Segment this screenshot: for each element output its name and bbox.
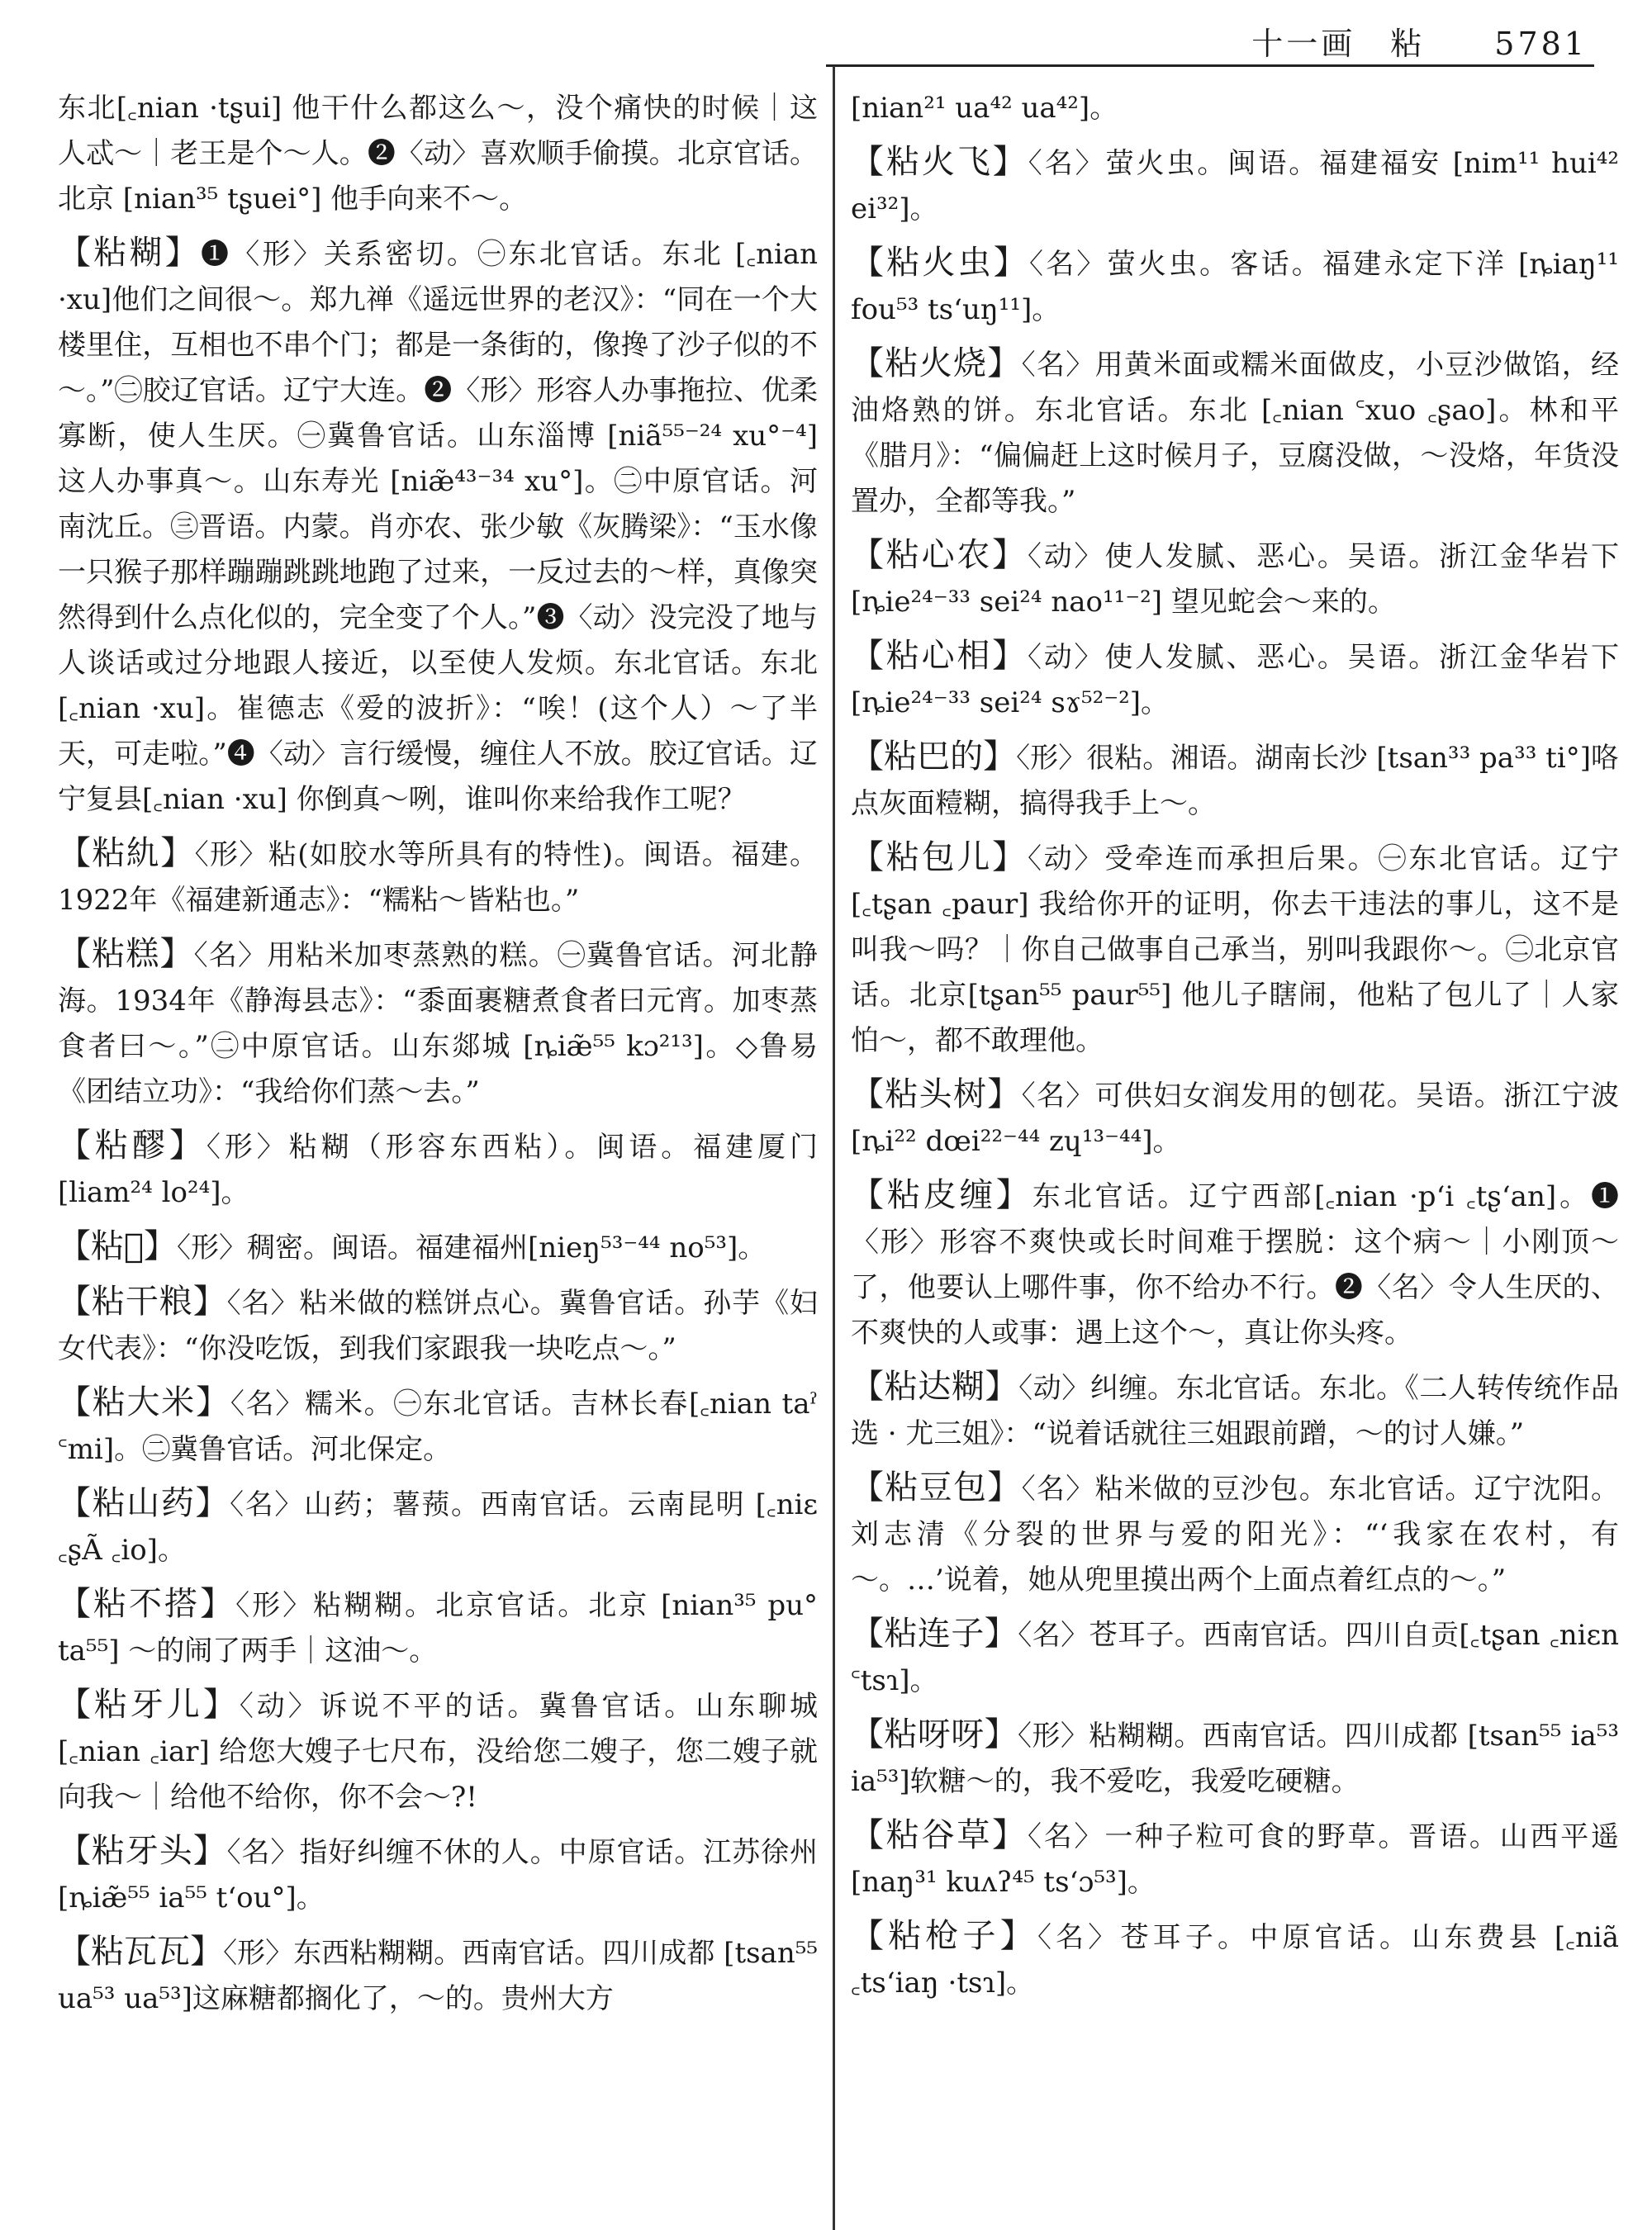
entry-definition: 〈名〉指好纠缠不休的人。中原官话。江苏徐州 [ȵiæ̃⁵⁵ ia⁵⁵ t‘ou°]。 xyxy=(58,1836,818,1914)
dictionary-entry xyxy=(851,734,1619,827)
right-column xyxy=(851,86,1619,2217)
entry-definition: 〈名〉苍耳子。西南官话。四川自贡[꜀tʂan ꜀niɛn ꜂tsɿ]。 xyxy=(851,1619,1619,1697)
entry-headword: 【 粘醪 】 xyxy=(58,1127,206,1165)
entry-headword: 【 粘不搭 】 xyxy=(58,1585,235,1623)
entry-headword: 【 粘连子 】 xyxy=(851,1615,1018,1653)
entry-definition: 〈动〉受牵连而承担后果。㊀东北官话。辽宁 [꜀tʂan ꜀paur] 我给你开的证明，你去干违法的事儿，这不是叫我～吗？｜你自己做事自己承当，别叫我跟你～。㊁北京官话。北京[tʂan⁵⁵ paur⁵⁵] 他儿子瞎闹，他粘了包儿了｜人家怕～，都不敢理他。 xyxy=(851,842,1619,1057)
entry-definition: 〈名〉萤火虫。闽语。福建福安 [nim¹¹ hui⁴² ei³²]。 xyxy=(851,147,1619,225)
entry-headword: 【 粘谷草 】 xyxy=(851,1816,1028,1854)
dictionary-entry xyxy=(851,835,1619,1064)
entry-definition: 〈形〉粘糊（形容东西粘）。闽语。福建厦门 [liam²⁴ lo²⁴]。 xyxy=(58,1131,818,1209)
dictionary-entry xyxy=(58,1829,818,1921)
dictionary-entry xyxy=(851,1364,1619,1457)
dictionary-entry xyxy=(58,1380,818,1473)
dictionary-entry xyxy=(851,533,1619,625)
entry-headword: 【 粘䊵 】 xyxy=(58,834,195,872)
entry-headword: 【 粘糊 】 xyxy=(58,234,201,272)
entry-definition: 〈名〉山药；薯蓣。西南官话。云南昆明 [꜀niɛ ꜀ʂÃ ꜀io]。 xyxy=(58,1488,818,1567)
entry-headword: 【 粘糕 】 xyxy=(58,935,194,973)
entry-headword: 【 粘火虫 】 xyxy=(851,244,1029,282)
dictionary-entry xyxy=(851,341,1619,524)
entry-definition: 〈名〉苍耳子。中原官话。山东费县 [꜀niã ꜀ts‘iaŋ ·tsɿ]。 xyxy=(851,1921,1619,2000)
entry-headword: 【 粘豆包 】 xyxy=(851,1468,1022,1506)
entry-headword: 【 粘瓦瓦 】 xyxy=(58,1933,223,1971)
entry-headword: 【 粘头树 】 xyxy=(851,1075,1022,1113)
entry-headword: 【 粘呀呀 】 xyxy=(851,1715,1018,1753)
entry-definition: 〈动〉使人发腻、恶心。吴语。浙江金华岩下 [ȵie²⁴⁻³³ sei²⁴ nao¹¹⁻²] 望见蛇会～来的。 xyxy=(851,540,1619,619)
entry-headword: 【 粘牙头 】 xyxy=(58,1832,227,1870)
entry-definition: 〈形〉稠密。闽语。福建福州[nieŋ⁵³⁻⁴⁴ no⁵³]。 xyxy=(177,1231,767,1264)
dictionary-entry xyxy=(851,1813,1619,1905)
column-divider xyxy=(833,66,835,2230)
entry-definition: 〈名〉用黄米面或糯米面做皮，小豆沙做馅，经油烙熟的饼。东北官话。东北 [꜀nian ꜂xuo ꜀ʂao]。林和平《腊月》：“偏偏赶上这时候月子，豆腐没做，～没烙，年货没置办，全都等我。” xyxy=(851,349,1619,518)
dictionary-entry xyxy=(58,1123,818,1216)
entry-definition: 〈动〉纠缠。东北官话。东北。《二人转传统作品选 · 尤三姐》：“说着话就往三姐跟前蹭，～的讨人嫌。” xyxy=(851,1372,1619,1450)
dictionary-entry xyxy=(58,1929,818,2022)
entry-definition: 〈名〉萤火虫。客话。福建永定下洋 [ȵiaŋ¹¹ fou⁵³ ts‘uŋ¹¹]。 xyxy=(851,248,1619,326)
entry-headword: 【 粘枪子 】 xyxy=(851,1917,1037,1955)
dictionary-entry xyxy=(58,1481,818,1573)
dictionary-entry xyxy=(851,1465,1619,1603)
dictionary-entry xyxy=(58,86,818,222)
entry-headword: 【 粘山药 】 xyxy=(58,1484,230,1522)
entry-headword: 【 粘皮缠 】 xyxy=(851,1176,1032,1214)
entry-headword: 【 粘火飞 】 xyxy=(851,143,1028,181)
entry-definition: 〈形〉粘糊糊。北京官话。北京 [nian³⁵ pu° ta⁵⁵] ～的闹了两手｜这油～。 xyxy=(58,1589,818,1668)
entry-definition: 〈形〉很粘。湘语。湖南长沙 [tsan³³ pa³³ ti°]咯点灰面䊦糊，搞得我手上～。 xyxy=(851,742,1619,820)
header-rule xyxy=(826,64,1594,67)
dictionary-entry xyxy=(851,1173,1619,1356)
dictionary-entry xyxy=(851,633,1619,726)
entry-definition: [nian²¹ ua⁴² ua⁴²]。 xyxy=(851,92,1118,125)
left-column xyxy=(58,86,818,2217)
entry-definition: 东北官话。辽宁西部[꜀nian ·p‘i ꜀tʂ‘an]。❶〈形〉形容不爽快或长时间难于摆脱：这个病～｜小刚顶～了，他要认上哪件事，你不给办不行。❷〈名〉令人生厌的、不爽快的人或事：遇上这个～，真让你头疼。 xyxy=(851,1180,1619,1350)
entry-definition: 东北[꜀nian ·tʂui] 他干什么都这么～，没个痛快的时候｜这人忒～｜老王是个～人。❷〈动〉喜欢顺手偷摸。北京官话。北京 [nian³⁵ tʂuei°] 他手向来不～。 xyxy=(58,92,818,216)
entry-headword: 【 粘达糊 】 xyxy=(851,1368,1018,1406)
dictionary-entry xyxy=(58,1682,818,1820)
entry-definition: 〈动〉使人发腻、恶心。吴语。浙江金华岩下 [ȵie²⁴⁻³³ sei²⁴ sɤ⁵²⁻²]。 xyxy=(851,641,1619,719)
dictionary-entry xyxy=(851,86,1619,131)
dictionary-entry xyxy=(851,1712,1619,1805)
entry-headword: 【 粘火烧 】 xyxy=(851,344,1022,382)
dictionary-entry xyxy=(851,1611,1619,1704)
entry-definition: 〈名〉糯米。㊀东北官话。吉林长春[꜀nian taˀ ꜂mi]。㊁冀鲁官话。河北保定。 xyxy=(58,1388,818,1466)
entry-headword: 【 粘大米 】 xyxy=(58,1383,230,1421)
dictionary-entry xyxy=(58,230,818,823)
dictionary-entry xyxy=(851,1072,1619,1165)
entry-headword: 【 粘干粮 】 xyxy=(58,1283,227,1321)
entry-headword: 【 粘心相 】 xyxy=(851,637,1028,675)
page-header xyxy=(0,0,1652,91)
running-head: 十一画 粘 5781 xyxy=(1251,26,1588,62)
entry-definition: 〈名〉可供妇女润发用的刨花。吴语。浙江宁波 [ȵi²² dœi²²⁻⁴⁴ zɥ¹³⁻⁴⁴]。 xyxy=(851,1079,1619,1158)
entry-headword: 【 粘包儿 】 xyxy=(851,838,1028,876)
dictionary-entry xyxy=(851,140,1619,232)
entry-headword: 【 粘𥺌 】 xyxy=(58,1227,177,1265)
entry-headword: 【 粘心农 】 xyxy=(851,536,1028,574)
entry-definition: 〈形〉粘(如胶水等所具有的特性)。闽语。福建。1922年《福建新通志》：“糯粘～皆粘也。” xyxy=(58,838,818,917)
entry-definition: 〈名〉粘米做的糕饼点心。冀鲁官话。孙芋《妇女代表》：“你没吃饭，到我们家跟我一块吃点～。” xyxy=(58,1287,818,1365)
dictionary-entry xyxy=(851,1914,1619,2006)
dictionary-entry xyxy=(851,240,1619,333)
dictionary-entry xyxy=(58,831,818,923)
entry-definition: 〈名〉一种子粒可食的野草。晋语。山西平遥 [naŋ³¹ kuʌʔ⁴⁵ ts‘ɔ⁵³]。 xyxy=(851,1820,1619,1899)
dictionary-entry xyxy=(58,1582,818,1674)
entry-definition: 〈动〉诉说不平的话。冀鲁官话。山东聊城 [꜀nian ꜀iar] 给您大嫂子七尺布，没给您二嫂子，您二嫂子就向我～｜给他不给你，你不会～?! xyxy=(58,1690,818,1814)
dictionary-entry xyxy=(58,932,818,1115)
entry-headword: 【 粘巴的 】 xyxy=(851,738,1016,776)
entry-definition: 〈名〉粘米做的豆沙包。东北官话。辽宁沈阳。刘志清《分裂的世界与爱的阳光》：“‘我家在农村，有～。…’说着，她从兜里摸出两个上面点着红点的～。” xyxy=(851,1473,1619,1597)
entry-headword: 【 粘牙儿 】 xyxy=(58,1686,240,1724)
dictionary-entry xyxy=(58,1279,818,1372)
dictionary-entry xyxy=(58,1224,818,1271)
entry-definition: 〈形〉粘糊糊。西南官话。四川成都 [tsan⁵⁵ ia⁵³ ia⁵³]软糖～的，我不爱吃，我爱吃硬糖。 xyxy=(851,1720,1619,1798)
entry-definition: ❶〈形〉关系密切。㊀东北官话。东北 [꜀nian ·xu]他们之间很～。郑九禅《遥远世界的老汉》：“同在一个大楼里住，互相也不串个门；都是一条街的，像搀了沙子似的不～。”㊁胶辽官话。辽宁大连。❷〈形〉形容人办事拖拉、优柔寡断，使人生厌。㊀冀鲁官话。山东淄博 [niã⁵⁵⁻²⁴ xu°⁻⁴] 这人办事真～。山东寿光 [niæ̃⁴³⁻³⁴ xu°]。㊁中原官话。河南沈丘。㊂晋语。内蒙。肖亦农、张少敏《灰腾梁》：“玉水像一只猴子那样蹦蹦跳跳地跑了过来，一反过去的～样，真像突然得到什么点化似的，完全变了个人。”❸〈动〉没完没了地与人谈话或过分地跟人接近，以至使人发烦。东北官话。东北[꜀nian ·xu]。崔德志《爱的波折》：“唉！(这个人）～了半天，可走啦。”❹〈动〉言行缓慢，缠住人不放。胶辽官话。辽宁复县[꜀nian ·xu] 你倒真～咧，谁叫你来给我作工呢？ xyxy=(58,238,818,816)
entry-definition: 〈名〉用粘米加枣蒸熟的糕。㊀冀鲁官话。河北静海。1934年《静海县志》：“黍面裹糖煮食者曰元宵。加枣蒸食者曰～。”㊁中原官话。山东郯城 [ȵiæ̃⁵⁵ kɔ²¹³]。◇鲁易《团结立功》：“我给你们蒸～去。” xyxy=(58,939,818,1108)
entry-definition: 〈形〉东西粘糊糊。西南官话。四川成都 [tsan⁵⁵ ua⁵³ ua⁵³]这麻糖都搁化了，～的。贵州大方 xyxy=(58,1937,818,2015)
